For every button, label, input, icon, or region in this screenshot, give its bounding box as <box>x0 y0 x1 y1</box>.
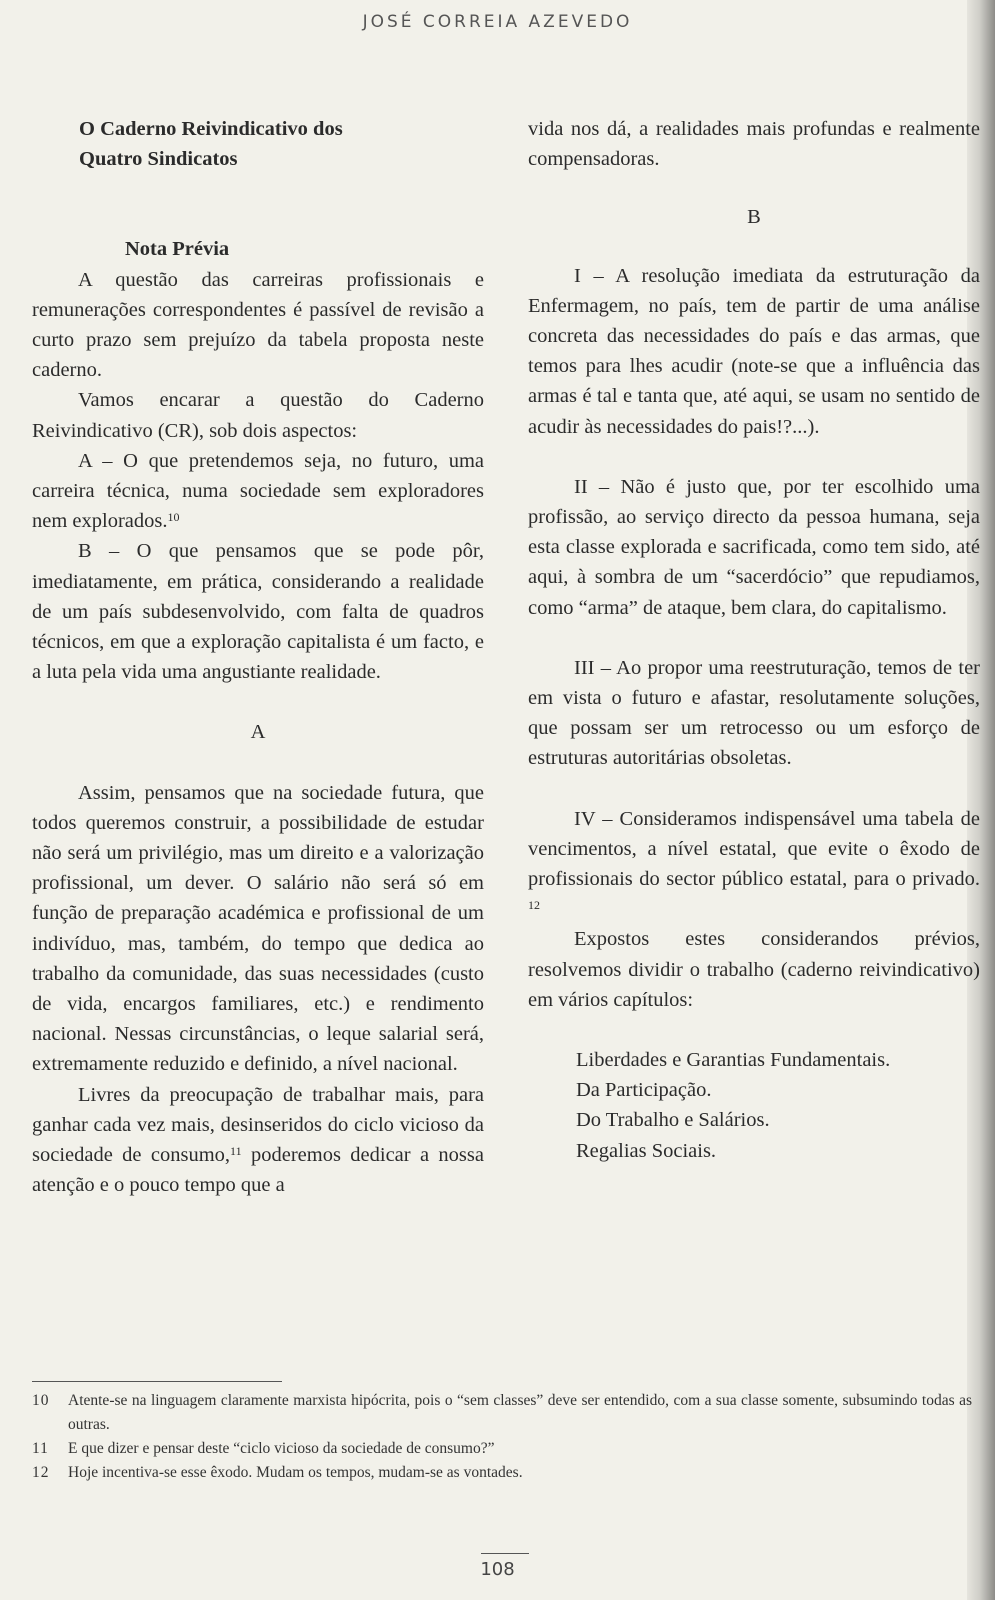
footnotes <box>32 1389 972 1485</box>
paragraph: B – O que pensamos que se pode pôr, imediatamente, em prática, considerando a realidade de um país subdesenvolvido, com falta de quadros técnicos, em que a exploração capitalista é um facto, e a luta pela vida uma angustiante realidade. <box>32 540 484 684</box>
paragraph: II – Não é justo que, por ter escolhido uma profissão, ao serviço directo da pessoa humana, seja esta classe explorada e sacrificada, como tem sido, até aqui, à sombra de um “sacerdócio” que repudiamos, como “arma” de ataque, bem clara, do capitalismo. <box>528 475 980 619</box>
right-column <box>528 114 980 1166</box>
section-heading: Nota Prévia <box>125 238 230 261</box>
page-number: 108 <box>480 1559 515 1580</box>
paragraph: III – Ao propor uma reestruturação, temos de ter em vista o futuro e afastar, resolutamente soluções, que possam ser um retrocesso ou um esforço de estruturas autoritárias obsoletas. <box>528 656 980 770</box>
running-head: JOSÉ CORREIA AZEVEDO <box>362 12 633 32</box>
chapter-title-line1: O Caderno Reivindicativo dos <box>79 118 343 140</box>
section-letter: B <box>747 206 761 229</box>
paragraph <box>528 804 980 925</box>
chapter-title-line2: Quatro Sindicatos <box>79 148 238 171</box>
footnote-number: 11 <box>32 1440 49 1457</box>
paragraph-text: IV – Consideramos indispensável uma tabela de vencimentos, a nível estatal, que evite o êxodo de profissionais do sector público estatal, para o privado. <box>528 807 980 891</box>
paragraph: A questão das carreiras profissionais e remunerações correspondentes é passível de revisão a curto prazo sem prejuízo da tabela proposta neste caderno. <box>32 268 484 382</box>
left-column <box>32 114 484 1201</box>
footnote-text: Hoje incentiva-se esse êxodo. Mudam os tempos, mudam-se as vontades. <box>68 1464 523 1481</box>
list-item: Do Trabalho e Salários. <box>576 1109 770 1132</box>
chapter-list <box>528 1045 980 1166</box>
footnote-ref: 10 <box>167 510 180 525</box>
list-item: Regalias Sociais. <box>576 1139 717 1162</box>
footnote <box>32 1389 972 1437</box>
paragraph: Assim, pensamos que na sociedade futura, que todos queremos construir, a possibilidade de estudar não será um privilégio, mas um direito e a valorização profissional, um dever. O salário não será só em função de preparação académica e profissional de um indivíduo, mas, também, do tempo que dedica ao trabalho da comunidade, das suas necessidades (custo de vida, encargos familiares, etc.) e rendimento nacional. Nessas circunstâncias, o leque salarial será, extremamente reduzido e definido, a nível nacional. <box>32 781 484 1076</box>
paragraph: I – A resolução imediata da estruturação da Enfermagem, no país, tem de partir de uma análise concreta das necessidades do país e das armas, que temos para lhes acudir (note-se que a influência das armas é tal e tanta que, até aqui, se usam no sentido de acudir às necessidades do pais!?...). <box>528 264 980 438</box>
list-item: Da Participação. <box>576 1079 712 1102</box>
footnote <box>32 1461 972 1485</box>
paragraph <box>32 1080 484 1201</box>
paragraph <box>32 446 484 537</box>
footnote-ref: 11 <box>230 1144 242 1159</box>
footnote-divider <box>32 1381 282 1382</box>
paragraph-text: A – O que pretendemos seja, no futuro, uma carreira técnica, numa sociedade sem exploradores nem explorados. <box>32 449 484 533</box>
page-number-rule <box>481 1553 529 1554</box>
paragraph: Expostos estes considerandos prévios, resolvemos dividir o trabalho (caderno reivindicativo) em vários capítulos: <box>528 928 980 1011</box>
footnote-text: Atente-se na linguagem claramente marxista hipócrita, pois o “sem classes” deve ser entendido, com a sua classe somente, subsumindo todas as outras. <box>68 1392 972 1433</box>
list-item: Liberdades e Garantias Fundamentais. <box>576 1049 891 1072</box>
footnote-number: 12 <box>32 1464 50 1481</box>
paragraph-text: poderemos dedicar a nossa atenção e o pouco tempo que a <box>32 1144 484 1197</box>
footnote-ref: 12 <box>528 898 540 913</box>
section-letter: A <box>250 721 266 744</box>
paragraph: Vamos encarar a questão do Caderno Reivindicativo (CR), sob dois aspectos: <box>32 389 484 442</box>
paragraph-text: Livres da preocupação de trabalhar mais, para ganhar cada vez mais, desinseridos do ciclo vicioso da sociedade de consumo, <box>32 1083 484 1167</box>
footnote-number: 10 <box>32 1392 50 1409</box>
paragraph: vida nos dá, a realidades mais profundas e realmente compensadoras. <box>528 118 980 171</box>
footnote-text: E que dizer e pensar deste “ciclo vicioso da sociedade de consumo?” <box>68 1440 495 1457</box>
footnote <box>32 1437 972 1461</box>
